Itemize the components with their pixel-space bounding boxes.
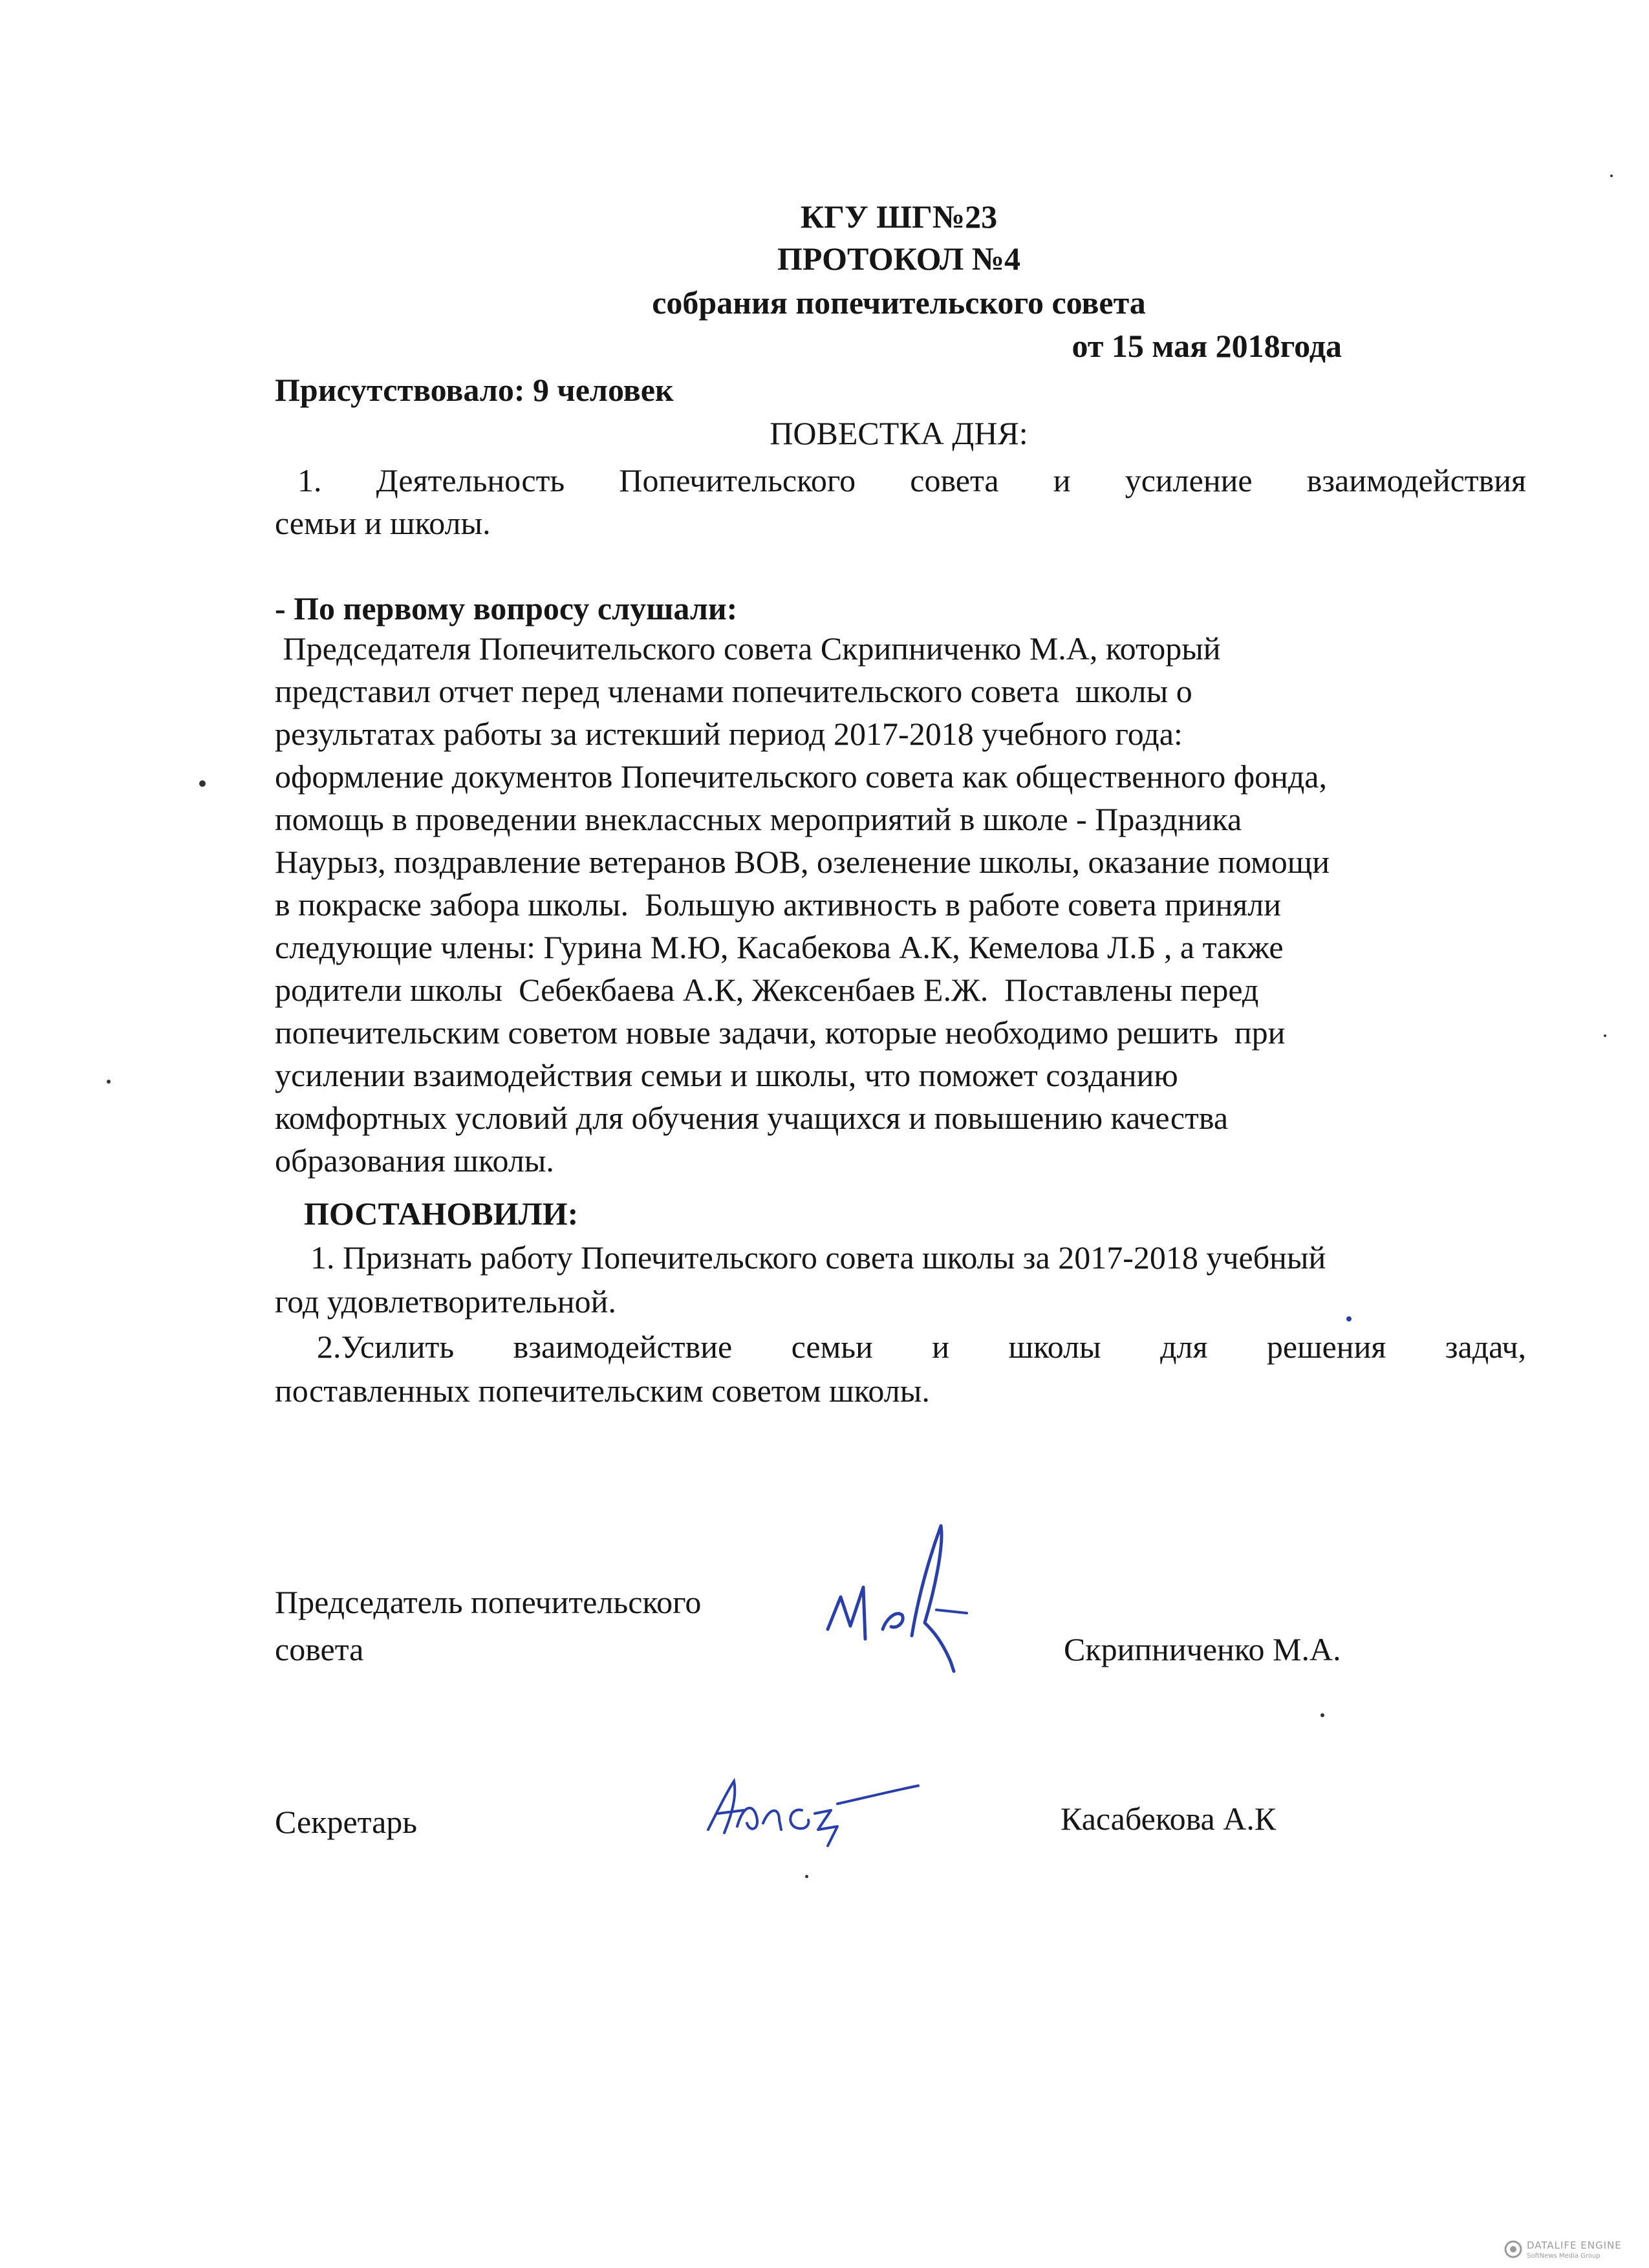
hearing-line: попечительским советом новые задачи, которые необходимо решить при bbox=[275, 1014, 1286, 1051]
scan-speck bbox=[805, 1875, 808, 1878]
hearing-line: в покраске забора школы. Большую активность в работе совета приняли bbox=[275, 886, 1282, 923]
hearing-line: образования школы. bbox=[275, 1142, 554, 1179]
scan-speck bbox=[1610, 175, 1613, 177]
hearing-line: следующие члены: Гурина М.Ю, Касабекова А.К, Кемелова Л.Б , а также bbox=[275, 929, 1284, 965]
scan-speck bbox=[1604, 1034, 1606, 1037]
hearing-line: результатах работы за истекший период 2017-2018 учебного года: bbox=[275, 716, 1183, 752]
hearing-line: Наурыз, поздравление ветеранов ВОВ, озеленение школы, оказание помощи bbox=[275, 844, 1330, 880]
protocol-title: ПРОТОКОЛ №4 bbox=[777, 241, 1021, 277]
secretary-title: Секретарь bbox=[275, 1804, 418, 1840]
agenda-item-1: 1. Деятельность Попечительского совета и усиление взаимодействия bbox=[297, 462, 1526, 498]
scan-speck bbox=[107, 1080, 111, 1084]
chair-title: Председатель попечительского bbox=[275, 1584, 702, 1620]
secretary-signature bbox=[698, 1765, 931, 1856]
hearing-body bbox=[275, 627, 1542, 1182]
datalife-logo-icon bbox=[1503, 2240, 1523, 2259]
resolution-item-1: 1. Признать работу Попечительского совета школы за 2017-2018 учебный bbox=[310, 1239, 1326, 1276]
resolution-item-2: 2.Усилить взаимодействие семьи и школы для решения задач, bbox=[317, 1329, 1526, 1365]
resolution-item-2-cont: поставленных попечительским советом школы. bbox=[275, 1373, 930, 1409]
protocol-date: от 15 мая 2018года bbox=[1072, 328, 1342, 364]
attendance: Присутствовало: 9 человек bbox=[275, 372, 674, 408]
resolution-title: ПОСТАНОВИЛИ: bbox=[304, 1195, 579, 1232]
scan-speck bbox=[1346, 1316, 1352, 1321]
hearing-line: родители школы Себекбаева А.К, Жексенбаев Е.Ж. Поставлены перед bbox=[275, 972, 1259, 1008]
chair-name: Скрипниченко М.А. bbox=[1064, 1631, 1341, 1667]
hearing-line: комфортных условий для обучения учащихся и повышению качества bbox=[275, 1100, 1229, 1136]
chair-signature bbox=[815, 1500, 1009, 1694]
watermark bbox=[1503, 2236, 1643, 2264]
hearing-line: Председателя Попечительского совета Скрипниченко М.А, который bbox=[275, 630, 1221, 667]
hearing-line: оформление документов Попечительского совета как общественного фонда, bbox=[275, 758, 1327, 795]
watermark-sub: SoftNews Media Group bbox=[1527, 2252, 1600, 2260]
watermark-brand: DATALIFE ENGINE bbox=[1527, 2240, 1622, 2251]
agenda-title: ПОВЕСТКА ДНЯ: bbox=[770, 415, 1028, 451]
scan-speck bbox=[199, 780, 206, 787]
resolution-item-1-cont: год удовлетворительной. bbox=[275, 1283, 616, 1320]
hearing-line: усилении взаимодействия семьи и школы, что поможет созданию bbox=[275, 1057, 1178, 1093]
hearing-line: представил отчет перед членами попечительского совета школы о bbox=[275, 673, 1192, 709]
org-title: КГУ ШГ№23 bbox=[800, 198, 998, 235]
protocol-subject: собрания попечительского совета bbox=[652, 284, 1146, 321]
chair-title-cont: совета bbox=[275, 1631, 364, 1667]
agenda-item-1-cont: семьи и школы. bbox=[275, 505, 491, 541]
hearing-line: помощь в проведении внеклассных мероприятий в школе - Праздника bbox=[275, 801, 1242, 837]
scan-speck bbox=[1320, 1713, 1324, 1717]
secretary-name: Касабекова А.К bbox=[1061, 1801, 1277, 1837]
hearing-title: - По первому вопросу слушали: bbox=[275, 590, 738, 626]
